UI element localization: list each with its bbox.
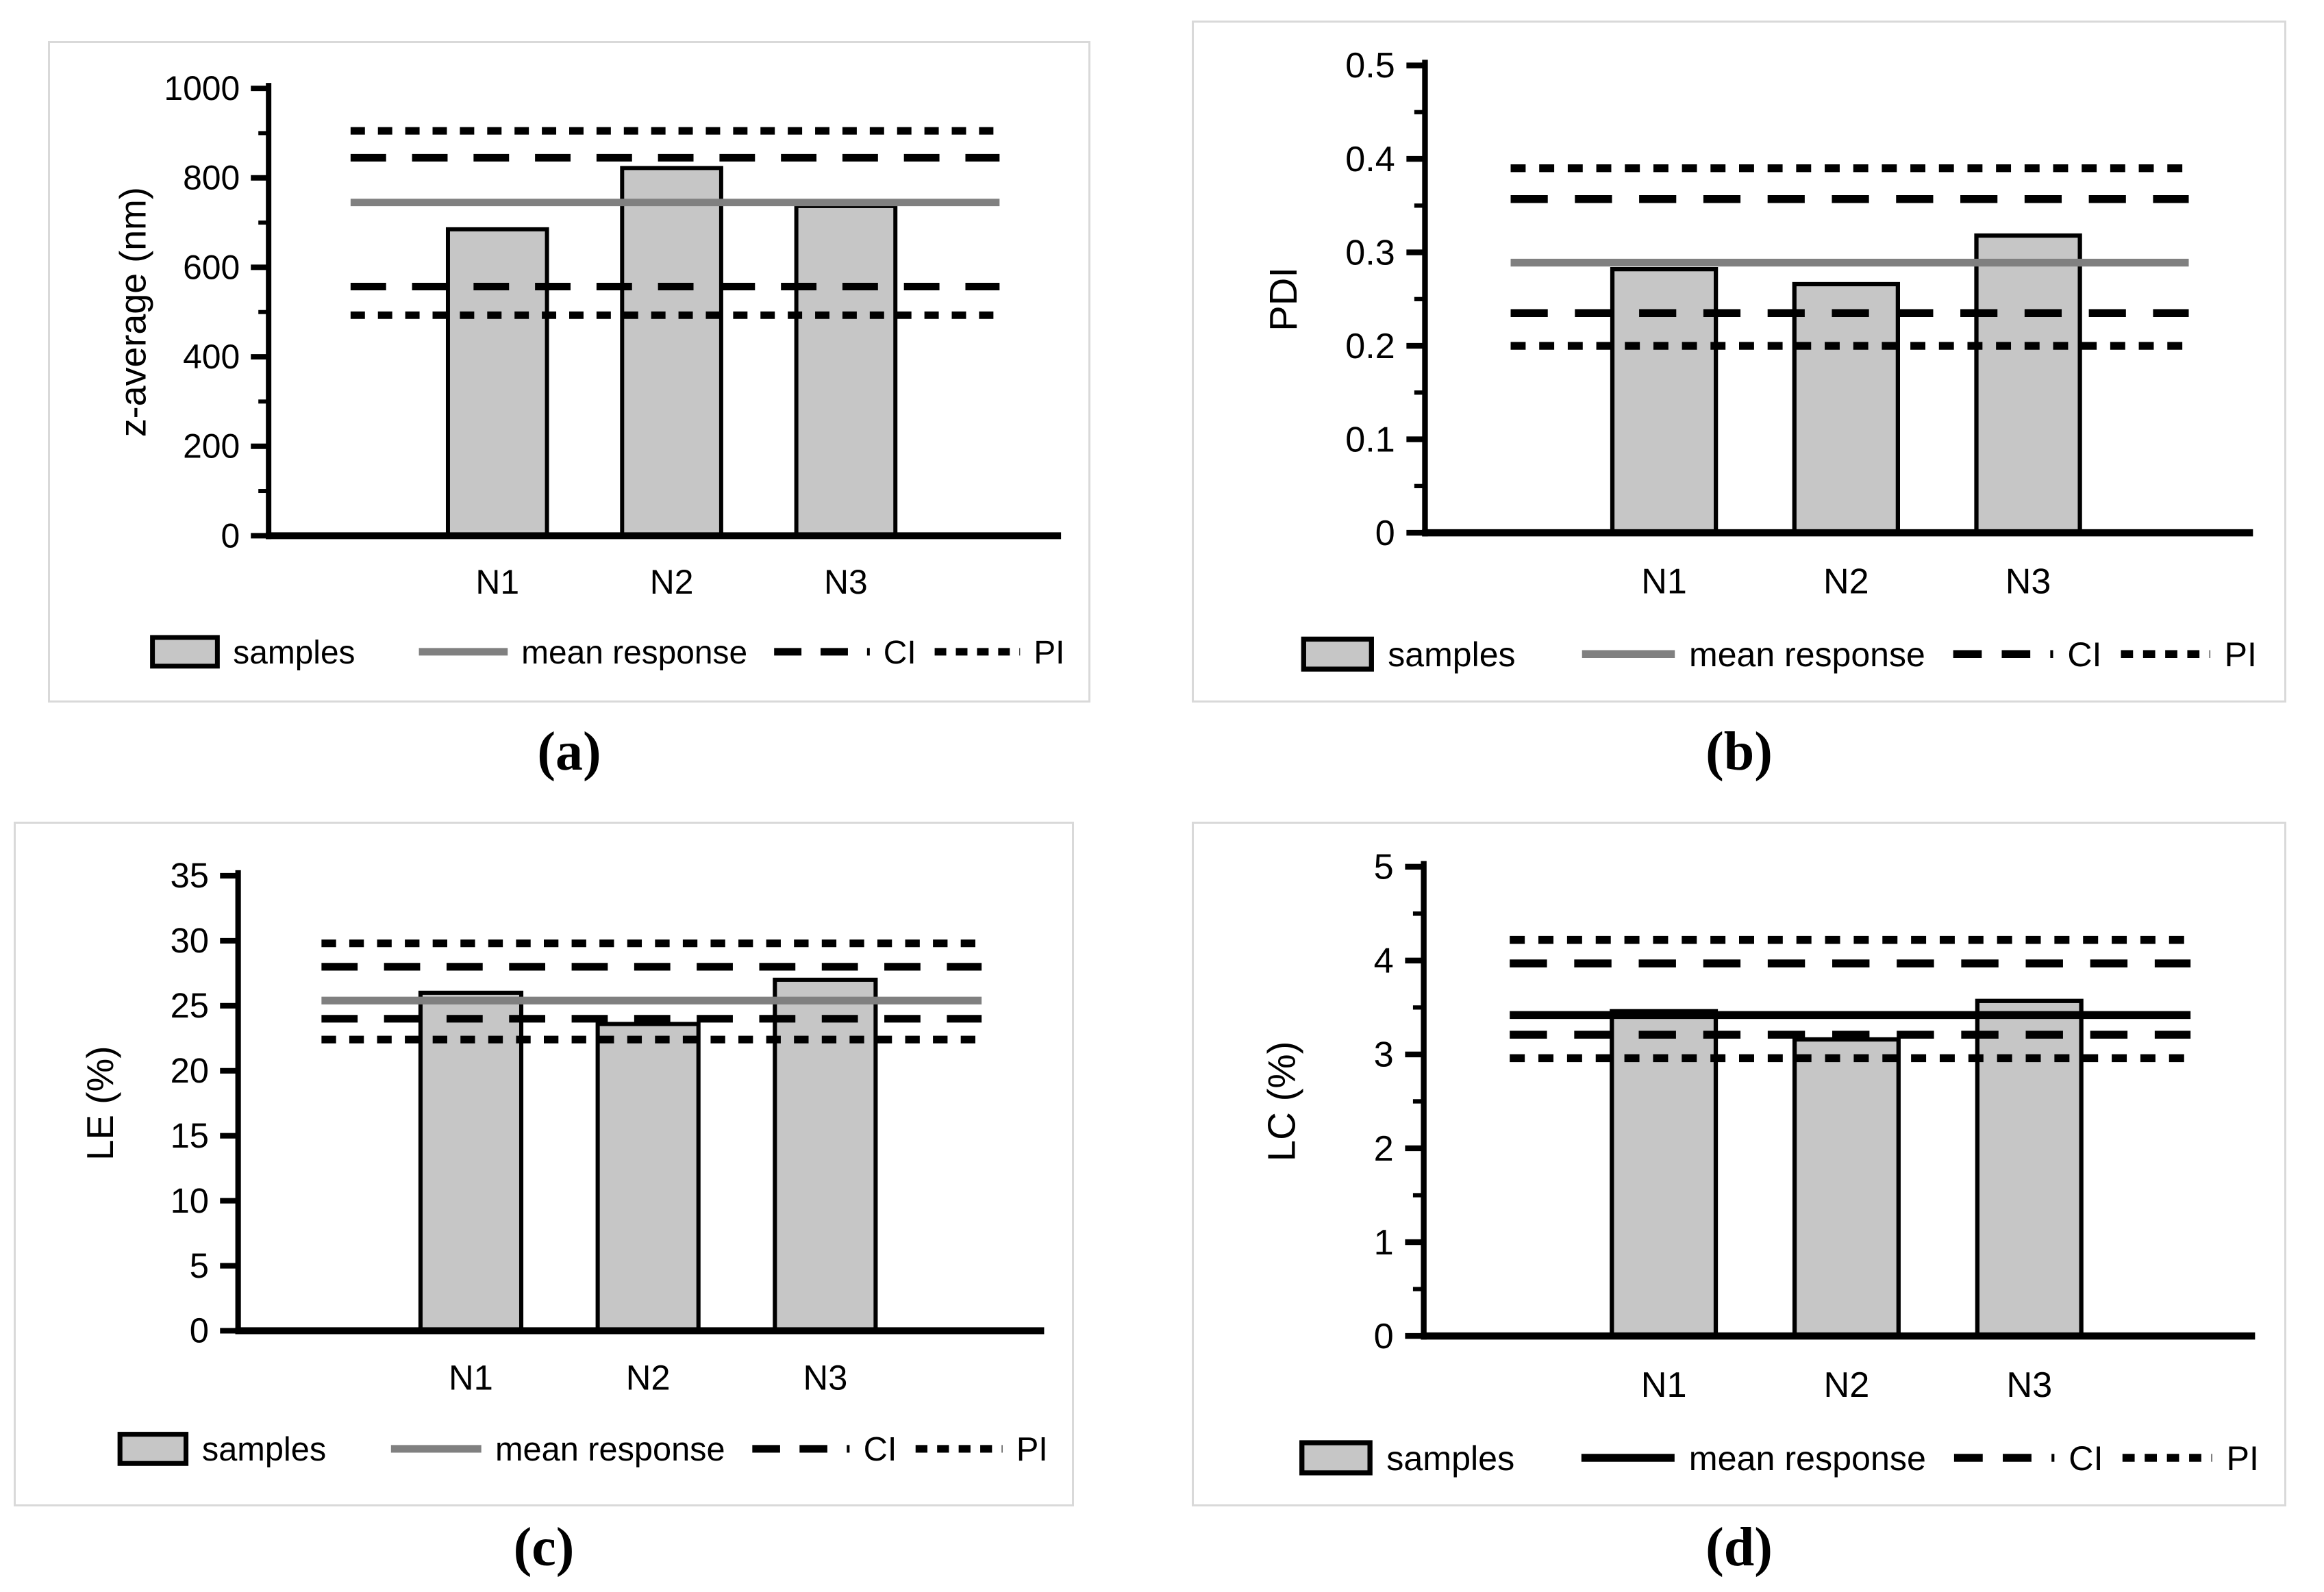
legend-mean-label: mean response [521, 634, 748, 671]
x-category-label: N3 [824, 563, 868, 602]
panel-a [48, 41, 1090, 703]
chart-d-svg [1194, 824, 2284, 1504]
y-tick-label: 35 [170, 856, 210, 896]
y-tick-label: 30 [170, 921, 210, 961]
x-category-label: N1 [449, 1358, 493, 1398]
legend-pi-label: PI [2224, 635, 2257, 674]
x-category-label: N3 [2005, 561, 2051, 602]
bar-N3 [1977, 236, 2080, 533]
y-tick-label: 0.1 [1345, 420, 1395, 460]
y-tick-label: 4 [1373, 941, 1394, 981]
y-tick-label: 1000 [164, 69, 240, 108]
y-tick-label: 0 [1375, 513, 1395, 553]
y-tick-label: 2 [1373, 1128, 1394, 1169]
bar-N2 [598, 1024, 699, 1330]
y-tick-label: 200 [183, 427, 240, 466]
y-axis-title: PDI [1261, 266, 1305, 331]
panel-c [14, 822, 1074, 1506]
x-category-label: N1 [1640, 1365, 1687, 1406]
y-tick-label: 0 [1373, 1316, 1394, 1356]
legend-samples-label: samples [233, 634, 355, 671]
x-category-label: N2 [649, 563, 694, 602]
legend-mean-label: mean response [1688, 1439, 1926, 1478]
y-tick-label: 400 [183, 338, 240, 377]
y-tick-label: 0 [221, 516, 240, 555]
legend-pi-label: PI [1034, 634, 1065, 671]
y-axis-title: LE (%) [79, 1046, 122, 1161]
y-axis-title: LC (%) [1260, 1041, 1303, 1162]
legend-samples-swatch [120, 1435, 186, 1464]
chart-a-svg [50, 43, 1088, 700]
legend-samples-swatch [1303, 639, 1371, 669]
y-tick-label: 25 [170, 986, 210, 1026]
bar-N1 [448, 229, 547, 535]
legend-samples-swatch [1302, 1443, 1370, 1473]
y-tick-label: 15 [170, 1115, 210, 1155]
chart-c [79, 856, 1048, 1468]
legend-ci-label: CI [883, 634, 916, 671]
y-tick-label: 0 [189, 1311, 210, 1350]
legend-samples-label: samples [201, 1431, 327, 1469]
y-tick-label: 1 [1373, 1222, 1394, 1263]
legend-samples-label: samples [1386, 1439, 1515, 1478]
bar-N2 [1795, 1039, 1899, 1336]
y-tick-label: 0.3 [1345, 233, 1395, 273]
chart-c-svg [16, 824, 1072, 1504]
y-tick-label: 3 [1373, 1035, 1394, 1075]
y-tick-label: 0.5 [1345, 46, 1395, 86]
legend-ci-label: CI [2069, 1439, 2103, 1478]
x-category-label: N2 [1823, 561, 1869, 602]
panel-caption-c: (c) [513, 1517, 575, 1578]
x-category-label: N2 [625, 1358, 671, 1398]
bar-N3 [1977, 1001, 2082, 1336]
y-tick-label: 800 [183, 158, 240, 197]
y-axis-title: z-average (nm) [112, 187, 154, 438]
bar-N3 [797, 206, 896, 535]
y-tick-label: 5 [189, 1246, 210, 1285]
bar-N1 [1612, 269, 1716, 533]
legend-samples-swatch [153, 637, 218, 666]
bar-N1 [421, 993, 521, 1331]
y-tick-label: 0.2 [1345, 326, 1395, 366]
y-tick-label: 20 [170, 1051, 210, 1091]
legend-ci-label: CI [2067, 635, 2102, 674]
x-category-label: N1 [1641, 561, 1687, 602]
legend-pi-label: PI [1016, 1431, 1048, 1469]
panel-caption-a: (a) [537, 722, 601, 782]
panel-d [1192, 822, 2286, 1506]
chart-a [113, 69, 1065, 671]
legend-samples-label: samples [1388, 635, 1516, 674]
chart-b-svg [1194, 23, 2284, 700]
y-tick-label: 0.4 [1345, 139, 1395, 179]
y-tick-label: 5 [1373, 847, 1394, 887]
chart-d [1260, 848, 2259, 1478]
x-category-label: N1 [475, 563, 520, 602]
bar-N2 [622, 168, 721, 535]
legend-ci-label: CI [863, 1431, 897, 1469]
y-tick-label: 600 [183, 248, 240, 287]
panel-caption-b: (b) [1705, 722, 1773, 782]
legend-mean-label: mean response [1689, 635, 1925, 674]
legend-mean-label: mean response [495, 1431, 725, 1469]
x-category-label: N3 [2006, 1365, 2053, 1406]
panel-b [1192, 21, 2286, 703]
legend-pi-label: PI [2226, 1439, 2259, 1478]
x-category-label: N3 [803, 1358, 848, 1398]
bar-N3 [775, 980, 875, 1331]
chart-b [1262, 46, 2257, 674]
y-tick-label: 10 [170, 1180, 210, 1220]
bar-N2 [1795, 284, 1898, 533]
panel-caption-d: (d) [1705, 1517, 1773, 1578]
x-category-label: N2 [1823, 1365, 1870, 1406]
